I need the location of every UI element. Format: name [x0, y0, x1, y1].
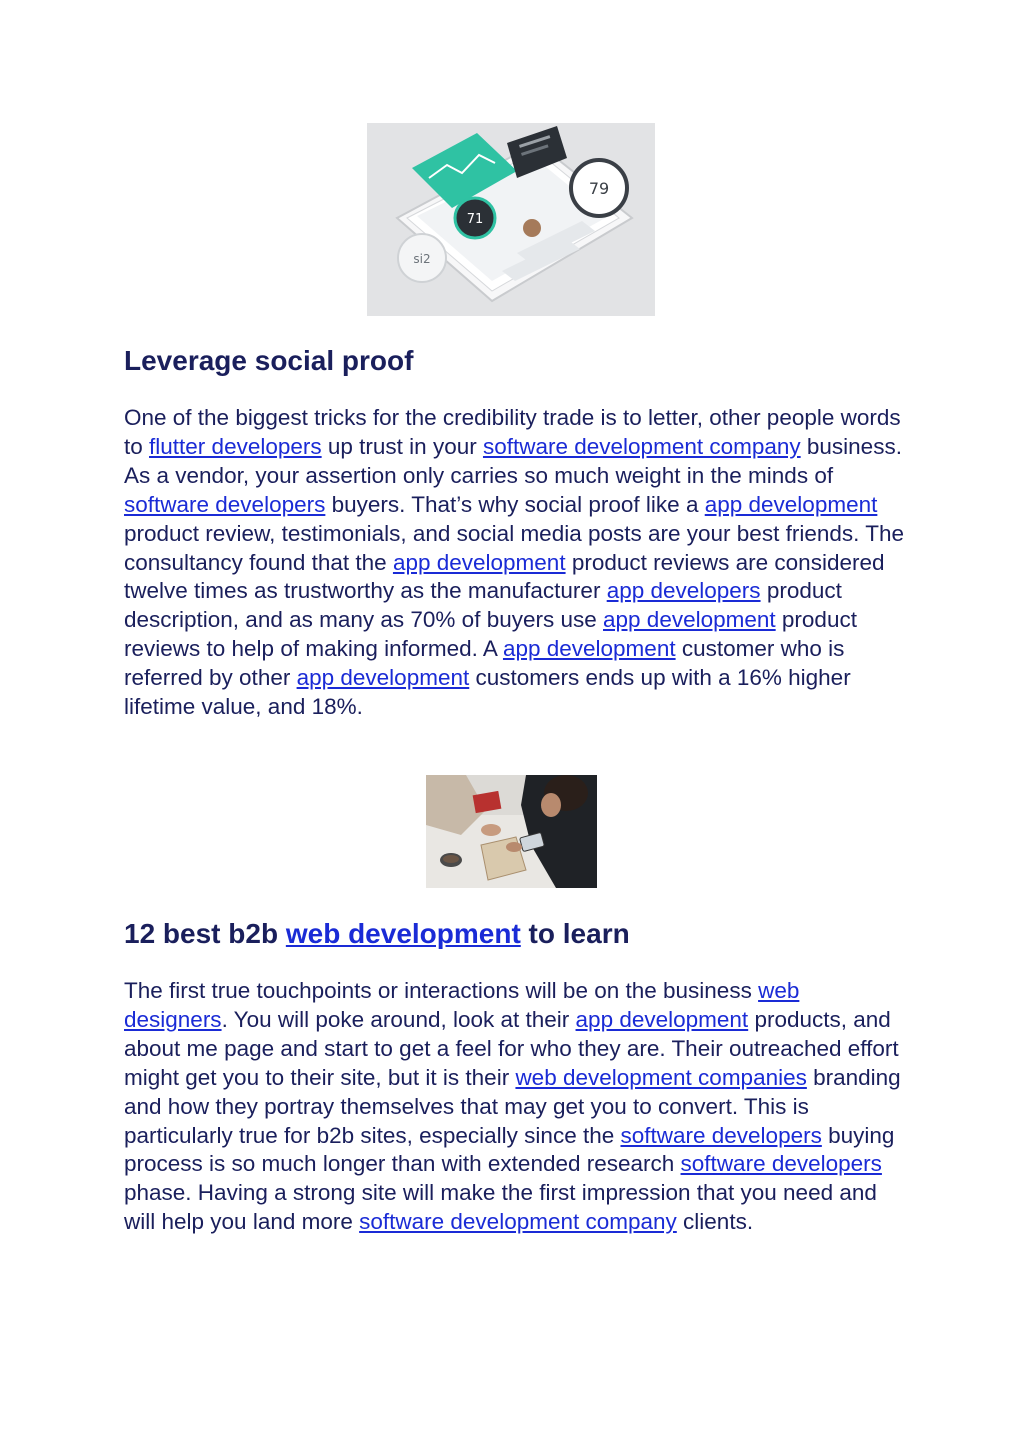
- text-fragment: product reviews to help of making informed. A: [124, 607, 857, 662]
- link-app-development[interactable]: app development: [296, 665, 470, 691]
- text-fragment: clients.: [676, 1209, 754, 1235]
- dial-value-79-right: 79: [588, 179, 610, 198]
- link-app-development[interactable]: app development: [603, 607, 776, 633]
- text-fragment: One of the biggest tricks for the credibility trade is to letter, other people words to: [124, 405, 901, 459]
- link-software-developers[interactable]: software developers: [680, 1151, 882, 1177]
- link-app-development[interactable]: app development: [502, 636, 676, 662]
- text-fragment: The first true touchpoints or interactions will be on the business: [124, 978, 759, 1003]
- link-web-development-heading[interactable]: web development: [285, 918, 521, 949]
- text-fragment: product description, and as many as 70% of buyers use: [124, 578, 842, 633]
- dial-value-71-left: 71: [466, 212, 484, 227]
- link-web-development-companies[interactable]: web development companies: [515, 1064, 807, 1090]
- paragraph-social-proof: [124, 404, 904, 722]
- text-fragment: buyers. That’s why social proof like a: [325, 491, 705, 517]
- phone-mockup-illustration-icon: [367, 123, 655, 316]
- link-software-developers[interactable]: software developers: [124, 491, 326, 517]
- text-fragment: buying process is so much longer than with extended research: [124, 1122, 895, 1177]
- text-fragment: phase. Having a strong site will make the first impression that you need and will help you land more: [124, 1180, 877, 1235]
- link-flutter-developers[interactable]: flutter developers: [149, 433, 322, 459]
- link-app-development[interactable]: app development: [575, 1006, 749, 1032]
- heading-leverage-social-proof: Leverage social proof: [124, 345, 414, 376]
- text-fragment: customers ends up with a 16% higher lifetime value, and 18%.: [124, 665, 851, 720]
- heading-text: 12 best b2b: [124, 918, 286, 949]
- text-fragment: customer who is referred by other: [124, 636, 845, 691]
- text-fragment: product review, testimonials, and social media posts are your best friends. The consultancy found that the: [124, 520, 904, 575]
- link-app-developers[interactable]: app developers: [606, 578, 761, 604]
- text-fragment: product reviews are considered twelve times as trustworthy as the manufacturer: [124, 549, 885, 604]
- heading-12-best-b2b: [124, 917, 630, 951]
- text-fragment: up trust in your: [321, 433, 483, 459]
- paragraph-b2b: [124, 977, 904, 1237]
- text-fragment: products, and about me page and start to get a feel for who they are. Their outreached effort might get you to their site, but it is their: [124, 1006, 899, 1090]
- link-software-development-company[interactable]: software development company: [482, 433, 801, 459]
- link-web-designers[interactable]: web designers: [124, 978, 800, 1032]
- link-software-developers[interactable]: software developers: [620, 1122, 822, 1148]
- text-fragment: branding and how they portray themselves that may get you to convert. This is particularly true for b2b sites, especially since the: [124, 1064, 901, 1148]
- link-app-development[interactable]: app development: [704, 491, 878, 517]
- text-fragment: . You will poke around, look at their: [221, 1006, 576, 1032]
- text-fragment: business. As a vendor, your assertion only carries so much weight in the minds of: [124, 433, 902, 488]
- people-at-table-photo-icon: [426, 775, 597, 888]
- heading-text: to learn: [520, 918, 630, 949]
- dial-value-si2: si2: [413, 252, 431, 266]
- link-app-development[interactable]: app development: [392, 549, 566, 575]
- link-software-development-company[interactable]: software development company: [359, 1209, 677, 1235]
